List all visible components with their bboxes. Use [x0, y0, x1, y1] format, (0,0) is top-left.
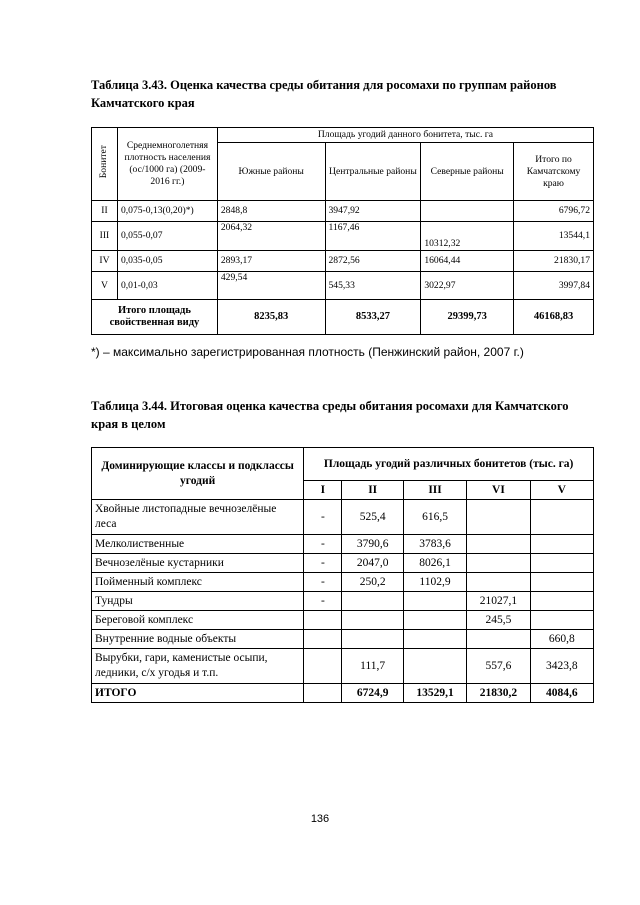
footer-label: Итого площадь свойственная виду	[92, 300, 218, 335]
row-name: Хвойные листопадные вечнозелёные леса	[92, 500, 304, 535]
row-density: 0,075-0,13(0,20)*)	[117, 201, 217, 222]
row-value: 616,5	[403, 500, 466, 535]
table2-title: Таблица 3.44. Итоговая оценка качества среды обитания росомахи для Камчатского края в целом	[91, 399, 569, 431]
row-value	[467, 500, 530, 535]
row-south: 2064,32	[217, 222, 325, 251]
row-value	[530, 611, 593, 630]
row-total: 3997,84	[514, 272, 594, 300]
header-total: Итого по Камчатскому краю	[514, 143, 594, 201]
table-row	[92, 592, 594, 611]
table1-title: Таблица 3.43. Оценка качества среды обитания для росомахи по группам районов Камчатского края	[91, 78, 557, 110]
row-central: 545,33	[325, 272, 421, 300]
row-value: 3783,6	[403, 535, 466, 554]
row-value: 3423,8	[530, 649, 593, 684]
row-value: 8026,1	[403, 554, 466, 573]
row-density: 0,055-0,07	[117, 222, 217, 251]
row-value	[403, 649, 466, 684]
row-value	[403, 630, 466, 649]
header-bonitet: Бонитет	[92, 128, 118, 201]
table1	[91, 127, 594, 335]
row-value: 6724,9	[342, 684, 403, 703]
table-row	[92, 201, 594, 222]
row-bonitet: V	[92, 272, 118, 300]
footnote: *) – максимально зарегистрированная плотность (Пенжинский район, 2007 г.)	[91, 345, 524, 359]
header-area-group: Площадь угодий различных бонитетов (тыс. га)	[304, 448, 594, 481]
header-area-group: Площадь угодий данного бонитета, тыс. га	[217, 128, 593, 143]
footer-total: 46168,83	[514, 300, 594, 335]
row-name: Тундры	[92, 592, 304, 611]
row-central: 2872,56	[325, 251, 421, 272]
table-footer-row	[92, 300, 594, 335]
row-value: 2047,0	[342, 554, 403, 573]
row-value	[530, 500, 593, 535]
header-classes: Доминирующие классы и подклассы угодий	[92, 448, 304, 500]
row-value: -	[304, 573, 342, 592]
row-name: Вырубки, гари, каменистые осыпи, ледники, с/х угодья и т.п.	[92, 649, 304, 684]
row-value	[342, 592, 403, 611]
table-row	[92, 649, 594, 684]
table-row	[92, 630, 594, 649]
row-value	[304, 611, 342, 630]
row-value: 3790,6	[342, 535, 403, 554]
row-value	[467, 630, 530, 649]
row-bonitet: IV	[92, 251, 118, 272]
row-density: 0,035-0,05	[117, 251, 217, 272]
row-value	[304, 630, 342, 649]
row-north: 10312,32	[421, 222, 514, 251]
table2	[91, 447, 594, 703]
row-value	[530, 554, 593, 573]
table-row	[92, 251, 594, 272]
row-name: Пойменный комплекс	[92, 573, 304, 592]
row-value	[467, 535, 530, 554]
table-row	[92, 272, 594, 300]
row-north: 16064,44	[421, 251, 514, 272]
row-value: 111,7	[342, 649, 403, 684]
header-col: III	[403, 481, 466, 500]
table-row	[92, 554, 594, 573]
row-value: 557,6	[467, 649, 530, 684]
header-central: Центральные районы	[325, 143, 421, 201]
table-row	[92, 222, 594, 251]
page-number: 136	[310, 813, 330, 825]
row-value: 245,5	[467, 611, 530, 630]
table-row	[92, 573, 594, 592]
row-value: 525,4	[342, 500, 403, 535]
row-value	[530, 592, 593, 611]
row-name: Мелколиственные	[92, 535, 304, 554]
header-density: Среднемноголетняя плотность населения (ос/1000 га) (2009-2016 гг.)	[117, 128, 217, 201]
row-value: -	[304, 554, 342, 573]
row-value: 1102,9	[403, 573, 466, 592]
header-col: VI	[467, 481, 530, 500]
row-value: -	[304, 500, 342, 535]
row-north	[421, 201, 514, 222]
row-south: 2848,8	[217, 201, 325, 222]
row-value	[530, 573, 593, 592]
row-south: 2893,17	[217, 251, 325, 272]
row-value: 13529,1	[403, 684, 466, 703]
row-value: -	[304, 535, 342, 554]
footer-central: 8533,27	[325, 300, 421, 335]
footer-north: 29399,73	[421, 300, 514, 335]
row-central: 3947,92	[325, 201, 421, 222]
table-row	[92, 500, 594, 535]
row-name: Вечнозелёные кустарники	[92, 554, 304, 573]
row-central: 1167,46	[325, 222, 421, 251]
row-value: 21830,2	[467, 684, 530, 703]
row-bonitet: II	[92, 201, 118, 222]
row-value	[530, 535, 593, 554]
row-value: 660,8	[530, 630, 593, 649]
row-value: -	[304, 592, 342, 611]
row-value	[467, 554, 530, 573]
row-value	[304, 649, 342, 684]
row-value: 4084,6	[530, 684, 593, 703]
row-value	[467, 573, 530, 592]
table-row	[92, 535, 594, 554]
row-value	[342, 611, 403, 630]
header-col: II	[342, 481, 403, 500]
table-row	[92, 611, 594, 630]
row-name: ИТОГО	[92, 684, 304, 703]
row-name: Береговой комплекс	[92, 611, 304, 630]
row-south: 429,54	[217, 272, 325, 300]
row-bonitet: III	[92, 222, 118, 251]
header-col: I	[304, 481, 342, 500]
row-total: 6796,72	[514, 201, 594, 222]
table-total-row	[92, 684, 594, 703]
header-col: V	[530, 481, 593, 500]
row-value	[342, 630, 403, 649]
header-north: Северные районы	[421, 143, 514, 201]
row-value	[304, 684, 342, 703]
row-value: 21027,1	[467, 592, 530, 611]
row-north: 3022,97	[421, 272, 514, 300]
row-total: 13544,1	[514, 222, 594, 251]
row-value	[403, 592, 466, 611]
header-south: Южные районы	[217, 143, 325, 201]
row-name: Внутренние водные объекты	[92, 630, 304, 649]
row-total: 21830,17	[514, 251, 594, 272]
footer-south: 8235,83	[217, 300, 325, 335]
row-value	[403, 611, 466, 630]
row-density: 0,01-0,03	[117, 272, 217, 300]
row-value: 250,2	[342, 573, 403, 592]
